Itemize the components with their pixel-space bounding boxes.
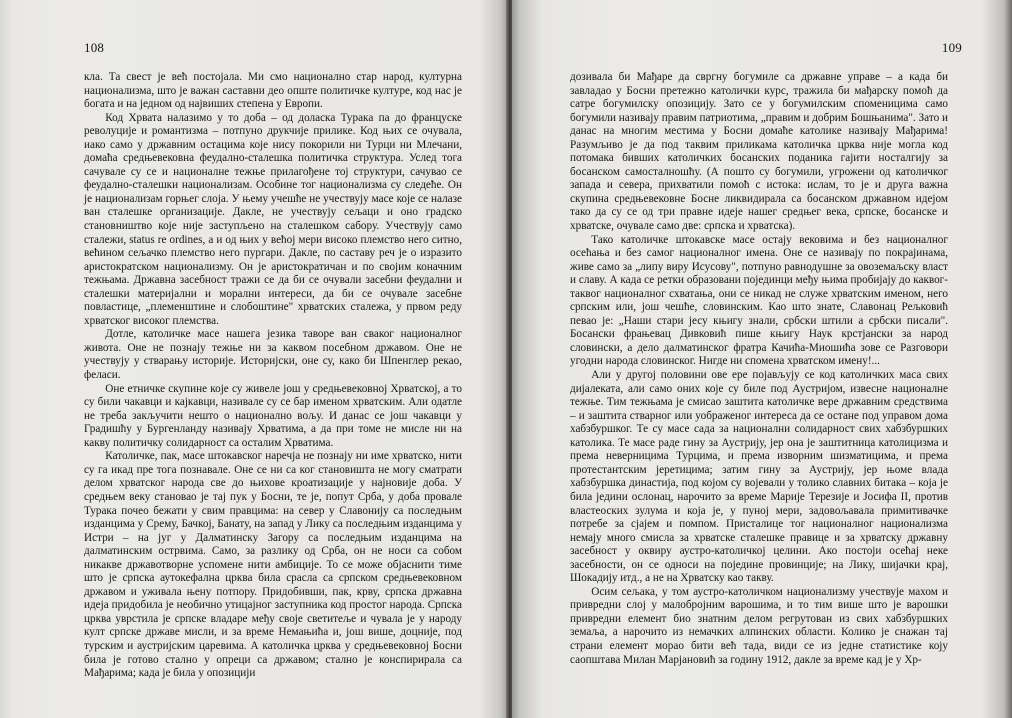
- paragraph: Осим сељака, у том аустро-католичком национализму учествује махом и привредни слој у малобројним варошима, и то тим више што је варошки привредни елемент био знатним делом регрутован из свих хабзбуршких земаља, а нарочито из немачких алпинских области. Колико је снажан тај страни елемент морао бити већ тада, види се из једне статистике коју саопштава Милан Марјановић за годину 1912, дакле за време кад је у Хр-: [570, 585, 948, 666]
- paragraph: Оне етничке скупине које су живеле још у средњевековној Хрватској, а то су били чакавци и кајкавци, називале су се бар именом хрватским. Али одатле не треба закључити нешто о национално вољу. И данас се још чакавци у Градишћу у Бургенланду називају Хрватима, а да при томе не мисле ни на какву политичку солидарност са осталим Хрватима.: [84, 382, 462, 449]
- paragraph: Код Хрвата налазимо у то доба – од доласка Турака па до француске револуције и романтизма – потпуно друкчије прилике. Код њих се очувала, иако само у државним остацима које нису покорили ни Турци ни Млечани, домаћа средњевековна феудално-сталешка политичка структура. Услед тога сачувале су се и националне тежње прилагођене тој структури, сачувао се феудално-сталешки национализам. Особине тог национализма су следеће. Он је национализам горњег слоја. У њему учешће не учествују масе које се налазе ван сталешке организације. Дакле, не учествују сељаци и оно градско становништво које није заступљено на сталешком сабору. Учествују само сталежи, status re ordines, а и од њих у већој мери високо племство него ситно, већином сељачко племство него пургари. Дакле, по саставу реч је о изразито аристократском национализму. Он је аристократичан и по својим коначним тежњама. Државна засебност тражи се да би се очували засебни феудални и сталешки материјални и морални интереси, да би се очувале засебне повластице, „племенштине и слобоштине" хрватских сталежа, у првом реду хрватског високог племства.: [84, 111, 462, 327]
- page-number-right: 109: [941, 40, 962, 55]
- right-page-text: [570, 71, 948, 667]
- paragraph: дозивала би Мађаре да свргну богумиле са државне управе – а када би завладао у Босни претежно католички курс, тражила би мађарску помоћ да сатре богумилску опозицију. Зато се у богумилским споменицима само богумили називају правим патриотима, „правим и добрим Бошњанима". Зато и данас на многим местима у Босни домаће католике називају Мађарима! Разумљиво је да под таквим приликама католичка црква није могла код потомака бивших католичких босанских поданика гајити носталгију за босанском самосталношћу. (А пошто су богумили, угрожени од католичког запада и севера, прихватили помоћ с истока: ислам, то је и друга важна скупина средњевековне Босне ликвидирала са босанском државном идејом тако да су се од три правне идеје нашег средњег века, српске, босанске и хрватске, очувале само две: српска и хрватска).: [570, 71, 948, 233]
- page-number-left: 108: [84, 40, 105, 55]
- left-page-text: [84, 71, 462, 681]
- paragraph: Католичке, пак, масе штокавског наречја не познају ни име хрватско, нити су га икад пре тога познавале. Оне се ни са ког становишта не могу сматрати делом хрватског народа све до њихове кроатизације у најновије доба. У средњем веку становао је тај пук у Босни, те је, попут Срба, у доба провале Турака почео бежати у свим правцима: на север у Славонију са последњим изданцима у Срему, Бачкој, Банату, на запад у Лику са последњим изданцима у Истри – на југ у Далматинску Загору са последњим изданцима на далматинским острвима. Само, за разлику од Срба, он не носи са собом никакве државотворне успомене нити амбиције. То се може објаснити тиме што је српска аутокефална црква била срасла са српском средњевековном државом и уживала њену потпору. Придобивши, пак, крву, српска државна идеја придобила је необично утицајног заступника код простог народа. Српска црква уврстила је српске владаре међу своје светитеље и чувала је у народу култ српске државе мисли, и за време Немањића и, још више, доцније, под турским и аустријским царевима. А католичка црква у средњевековној Босни била је готово стално у опреци са државом; стално је конспирирала са Мађарима; када је била у опозицији: [84, 450, 462, 680]
- paragraph: Тако католичке штокавске масе остају вековима и без националног осећања и без самог националног имена. Оне се називају по покрајинама, живе само за „липу виру Исусову", потпуно равнодушне за овоземаљску власт и славу. А када се ретки образовани појединци међу њима пробијају до каквог-таквог националног схватања, они се никад не служе хрватским именом, него српским или, још чешће, словинским. Као што знате, Славонац Рељковић певао је: „Наши стари јесу књигу знали, србски штили а србски писали". Босански фрањевац Дивковић пише књигу Наук крстјански за народ словински, а дело далматинског фратра Качића-Миошића зове се Разговори угодни народа словинског. Нигде ни спомена хрватском имену!...: [570, 233, 948, 368]
- right-page: [512, 0, 1012, 718]
- paragraph: кла. Та свест је већ постојала. Ми смо национално стар народ, културна национализма, што је важан саставни део опште политичке културе, код нас је богата и на једном од највиших степена у Европи.: [84, 71, 462, 111]
- paragraph: Али у другој половини ове ере појављују се код католичких маса свих дијалеката, али само оних које су биле под Аустријом, извесне националне тежње. Тим тежњама је смисао заштита католичке вере државним средствима – и заштита стварног или уображеног интереса да се остане под управом дома хабзбуршког. Те су масе сада за национални солидарност свих хабзбуршких католика. Те масе раде гину за Аустрију, јер она је заштитница католицизма и према неверницима Турцима, и према изворним шизматицима, и према протестантским јеретицима; затим гину за Аустрију, јер њоме влада хабзбуршка династија, под којом су војевали у толико славних битака – која је била једини ослонац, нарочито за време Марије Терезије и Јосифа II, против властеоских зулума и која је, у пуној мери, задовољавала примитивачке потребе за сјајем и помпом. Присталице тог националног национализма немају много смисла за хрватске сталешке правице и за хрватску државну засебност у оквиру аустро-католичкој целини. Ако постоји осећај неке засебности, он се односи на поједине провинције; на Лику, шијачки крај, Шокадију итд., а не на Хрватску као такву.: [570, 369, 948, 585]
- paragraph: Дотле, католичке масе нашега језика таворе ван сваког националног живота. Оне не познају тежње ни за каквом посебном државом. Оне не учествују у стварању историје. Историјски, оне су, како би Шпенглер рекао, феласи.: [84, 328, 462, 382]
